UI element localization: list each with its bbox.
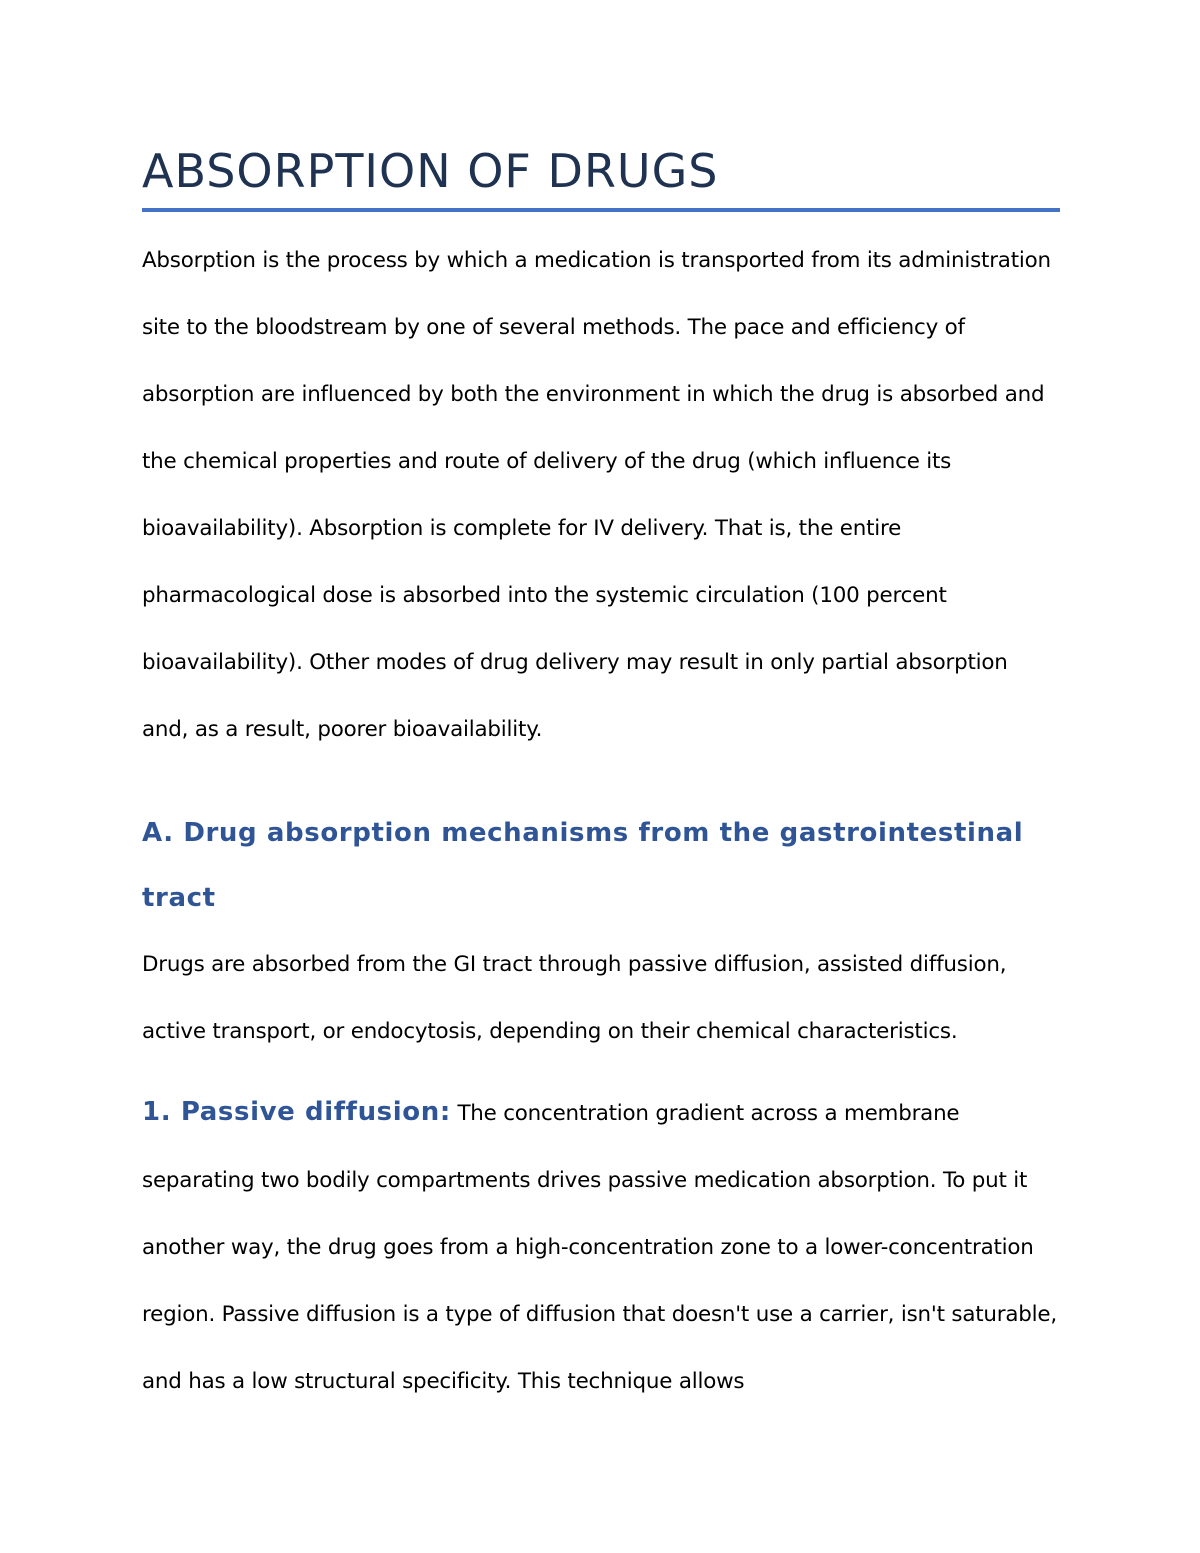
document-title: ABSORPTION OF DRUGS [142, 144, 719, 198]
intro-paragraph: Absorption is the process by which a medication is transported from its administration site to the bloodstream by one of several methods. The pace and efficiency of absorption are influenced by both the environment in which the drug is absorbed and the chemical properties and route of delivery of the drug (which influence its bioavailability). Absorption is complete for IV delivery. That is, the entire pharmacological dose is absorbed into the systemic circulation (100 percent bioavailability). Other modes of drug delivery may result in only partial absorption and, as a result, poorer bioavailability. [142, 248, 1051, 742]
subsection-1-heading: 1. Passive diffusion: [142, 1097, 451, 1127]
document-content [142, 140, 1060, 1415]
title-underline-rule [142, 208, 1060, 212]
section-a-paragraph: Drugs are absorbed from the GI tract through passive diffusion, assisted diffusion, active transport, or endocytosis, depending on their chemical characteristics. [142, 952, 1007, 1044]
subsection-1-paragraph [142, 1079, 1060, 1415]
section-a-heading: A. Drug absorption mechanisms from the gastrointestinal tract [142, 818, 1024, 913]
subsection-1-text: The concentration gradient across a membrane separating two bodily compartments drives passive medication absorption. To put it another way, the drug goes from a high-concentration zone to a lower-concentration region. Passive diffusion is a type of diffusion that doesn't use a carrier, isn't saturable, and has a low structural specificity. This technique allows [142, 1101, 1057, 1394]
